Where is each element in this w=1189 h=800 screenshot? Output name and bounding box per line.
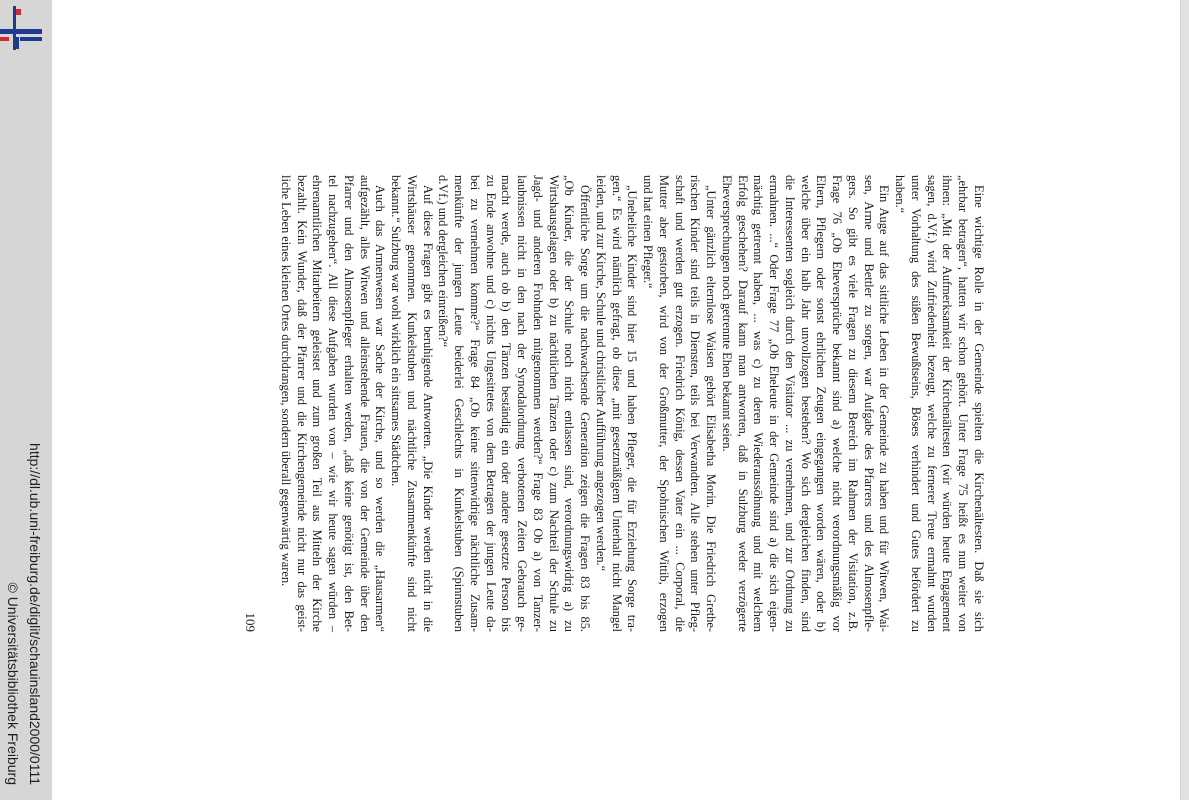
page-edge xyxy=(1180,0,1189,800)
text-line: „ehrbar betragen“, hatten wir schon gehört. Unter Frage 75 heißt es nun weiter von xyxy=(956,175,971,632)
text-line: liche Leben eines kleinen Ortes durchdrangen, sondern überall gegenwärtig waren. xyxy=(279,175,293,587)
text-line: Wirtshäuser genommen. Kunkelstuben und nächtliche Zusammenkünfte sind nicht xyxy=(405,175,419,632)
text-line: Eine wichtige Rolle in der Gemeinde spielten die Kirchenältesten. Daß sie sich xyxy=(972,185,986,632)
text-line: Ein Auge auf das sittliche Leben in der Gemeinde zu haben und für Witwen, Wai- xyxy=(877,185,892,632)
text-line: tel nachzugehen“. All diese Aufgaben wurden von – wie wir heute sagen würden – xyxy=(326,175,341,632)
text-line: „Uneheliche Kinder sind hier 15 und haben Pfleger, die für Erziehung Sorge tra- xyxy=(625,185,640,632)
text-line: gen.“ Es wird nämlich gefragt, ob diese „mit gesetzmäßigem Unterhalt nicht Mangel xyxy=(609,175,624,632)
text-line: Mutter aber gestorben, wird von der Großmutter, der Spohnischen Wittib, erzogen xyxy=(657,175,671,632)
text-line: Frage 76 „Ob Eheversprüche bekannt sind a) welche nicht verordnungsmäßig vor xyxy=(830,175,845,632)
text-line: „Unter gänzlich elternlose Waisen gehört Elisabetha Morin. Die Friedrich Grethe- xyxy=(704,185,719,632)
text-line: Erfolg geschehen? Darauf kann man antworten, daß in Sulzburg weder verzögerte xyxy=(735,175,750,632)
paragraph xyxy=(277,175,387,632)
text-line: ihnen: „Mit der Aufmerksamkeit der Kirchenältesten (wir würden heute Engagement xyxy=(940,175,955,632)
source-url[interactable]: http://dl.ub.uni-freiburg.de/diglit/schauinsland2000/0111 xyxy=(27,443,43,785)
text-line: bezahlt. Kein Wunder, daß der Pfarrer und die Kirchengemeinde nicht nur das geist- xyxy=(294,175,309,632)
sidebar xyxy=(0,0,52,800)
text-line: bekannt.“ Sulzburg war wohl wirklich ein sittsames Städtchen. xyxy=(389,175,404,487)
text-line: mächtig getrennt haben, ... was c) zu deren Wiederaussöhnung und mit welchem xyxy=(751,175,766,632)
text-line: „Ob Kinder, die der Schule noch nicht entlassen sind, verordnungswidrig a) zu xyxy=(562,175,577,632)
ub-freiburg-logo-icon xyxy=(0,4,46,52)
copyright-notice: © Universitätsbibliothek Freiburg xyxy=(5,582,21,785)
text-line: haben.“ xyxy=(893,175,908,214)
text-line: welche über ein halb Jahr unvollzogen bestehen? Wo sich dergleichen finden, sind xyxy=(798,175,813,632)
text-line: und hat einen Pfleger.“ xyxy=(641,175,656,289)
text-line: Wirtshausgelagen oder b) zu nächtlichen Tänzen oder c) zum Nachteil der Schule zu xyxy=(546,175,561,632)
text-line: d.Vf.) und dergleichen einreißen?“ xyxy=(436,175,451,348)
paragraph xyxy=(892,175,987,632)
text-line: Eltern, Pflegern oder sonst ehrlichen Zeugen eingegangen worden wären, oder b) xyxy=(814,175,829,632)
text-line: rischen Kinder sind teils in Diensten, teils bei Verwandten. Alle stehen unter Pfleg- xyxy=(688,175,703,632)
text-line: schaft und werden gut erzogen. Friedrich König, dessen Vater ein ... Corporal, die xyxy=(672,175,687,632)
paragraph xyxy=(718,175,891,632)
text-line: laubnissen nicht in den nach der Synodalordnung verbotenen Zeiten Gebrauch ge- xyxy=(515,175,530,632)
text-line: Eheversprechungen noch getrennte Ehen bekannt seien. xyxy=(720,175,734,452)
text-line: leiden, und zur Kirche, Schule und christlicher Aufführung angezogen werden.“ xyxy=(594,175,608,572)
text-line: Auf diese Fragen gibt es beruhigende Antworten. „Die Kinder werden nicht in die xyxy=(420,185,435,632)
page-text-block xyxy=(243,175,987,632)
text-line: aufgezählt, alles Witwen und alleinstehende Frauen, die von der Gemeinde über den xyxy=(357,175,372,632)
text-line: Jagd- und anderen Frohnden mitgenommen werden?“ Frage 83 Ob a) von Tanzer- xyxy=(531,175,545,632)
page-number: 109 xyxy=(243,612,259,632)
text-line: macht werde, auch ob b) den Tänzen beständig ein oder andere gesetzte Person bis xyxy=(499,175,514,632)
text-line: zu Ende anwohne und c) nichts Ungesittetes von dem Betragen der jungen Leute da- xyxy=(483,175,498,632)
text-line: ermahnen. ...“ Oder Frage 77 „Ob Eheleute in der Gemeinde sind a) die sich eigen- xyxy=(767,175,782,632)
paragraph xyxy=(640,175,719,632)
text-line: sen, Arme und Bettler zu sorgen, war Aufgabe des Pfarrers und des Almosenpfle- xyxy=(861,175,876,632)
text-line: sagen, d.Vf.) wird Zufriedenheit bezeugt, welche zu fernerer Treue ermahnt wurden xyxy=(924,175,939,632)
text-line: Pfarrer und den Almosenpfleger erhalten werden, „daß keine genötigt ist, den Bet- xyxy=(342,175,356,632)
text-line: bei zu vernehmen komme?“ Frage 84 „Ob keine sittenwidrige nächtliche Zusam- xyxy=(468,175,482,632)
scanned-page xyxy=(52,0,1180,800)
paragraph xyxy=(388,175,435,632)
text-line: Auch das Armenwesen war Sache der Kirche, und so werden die „Hausarmen“ xyxy=(373,185,388,632)
text-line: die Interessenten sogleich durch den Visitator ... zu vernehmen, und zur Ordnung zu xyxy=(783,175,797,632)
text-line: unter Vorhaltung des süßen Bewußtseins, Böses verhindert und Gutes befördert zu xyxy=(909,175,923,632)
sidebar-caption xyxy=(2,345,46,785)
paragraph xyxy=(435,175,593,632)
text-line: Öffentliche Sorge um die nachwachsende Generation zeigen die Fragen 83 bis 85. xyxy=(578,185,593,632)
paragraph xyxy=(592,175,639,632)
text-line: menkünfte der jungen Leute beiderlei Geschlechts in Kunkelstuben (Spinnstuben xyxy=(452,175,467,632)
text-line: ehrenamtlichen Mitarbeitern geleistet und zum großen Teil aus Mitteln der Kirche xyxy=(310,175,325,632)
text-line: gers. So gibt es viele Fragen zu diesem Bereich im Rahmen der Visitation, z.B. xyxy=(846,175,860,632)
